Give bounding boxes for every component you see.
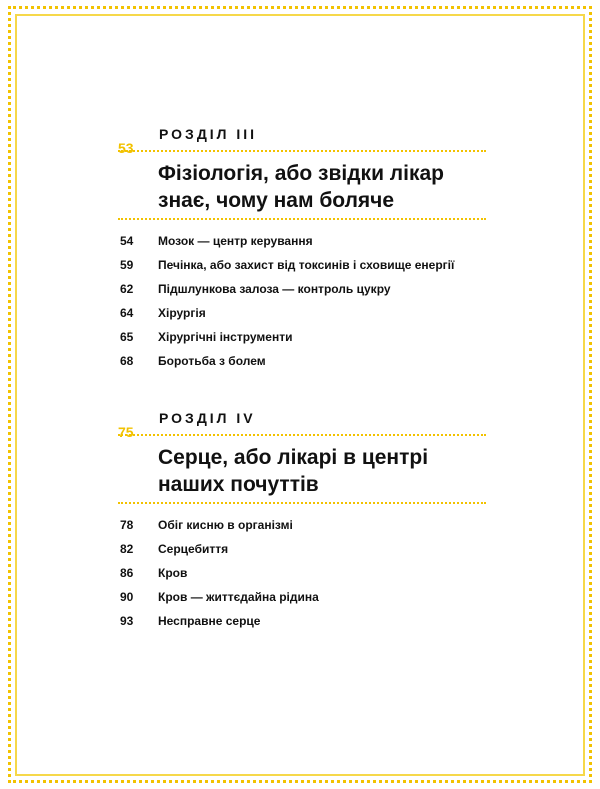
chapter-title: Фізіологія, або звідки лікар знає, чому нам боляче: [158, 162, 445, 212]
chapter-label: РОЗДІЛ IV: [159, 410, 256, 426]
toc-entry[interactable]: [118, 514, 486, 538]
toc-entry[interactable]: [118, 586, 486, 610]
toc-page-number: 62: [120, 282, 134, 296]
page-frame-solid: [15, 14, 585, 776]
toc-page-number: 93: [120, 614, 134, 628]
toc-page-number: 59: [120, 258, 134, 272]
toc-page-number: 64: [120, 306, 134, 320]
dotted-divider: [118, 150, 486, 152]
toc-entry-title: Мозок — центр керування: [158, 234, 313, 248]
toc-entry[interactable]: [118, 326, 486, 350]
toc-list: [118, 514, 486, 634]
toc-page-number: 78: [120, 518, 134, 532]
chapter-page-number: 75: [118, 424, 134, 440]
toc-page-number: 68: [120, 354, 134, 368]
toc-page-number: 82: [120, 542, 134, 556]
toc-entry-title: Серцебиття: [158, 542, 229, 556]
toc-list: [118, 230, 486, 374]
toc-entry[interactable]: [118, 302, 486, 326]
chapter-title: Серце, або лікарі в центрі наших почуттів: [158, 446, 429, 496]
toc-entry-title: Хірургія: [158, 306, 206, 320]
toc-entry-title: Несправне серце: [158, 614, 261, 628]
toc-entry[interactable]: [118, 230, 486, 254]
chapter-label: РОЗДІЛ III: [159, 126, 258, 142]
chapter-page-number: 53: [118, 140, 134, 156]
toc-entry-title: Боротьба з болем: [158, 354, 266, 368]
toc-entry[interactable]: [118, 254, 486, 278]
toc-entry[interactable]: [118, 350, 486, 374]
toc-entry[interactable]: [118, 562, 486, 586]
dotted-divider: [118, 502, 486, 504]
dotted-divider: [118, 218, 486, 220]
toc-entry-title: Кров — життєдайна рідина: [158, 590, 319, 604]
toc-entry[interactable]: [118, 538, 486, 562]
toc-entry-title: Обіг кисню в організмі: [158, 518, 293, 532]
toc-entry-title: Хірургічні інструменти: [158, 330, 293, 344]
toc-entry[interactable]: [118, 610, 486, 634]
toc-page-number: 54: [120, 234, 134, 248]
toc-page-number: 90: [120, 590, 134, 604]
toc-page-number: 86: [120, 566, 134, 580]
toc-entry-title: Підшлункова залоза — контроль цукру: [158, 282, 391, 296]
toc-page-number: 65: [120, 330, 134, 344]
toc-entry-title: Кров: [158, 566, 188, 580]
dotted-divider: [118, 434, 486, 436]
toc-entry[interactable]: [118, 278, 486, 302]
toc-entry-title: Печінка, або захист від токсинів і сховище енергії: [158, 258, 455, 272]
